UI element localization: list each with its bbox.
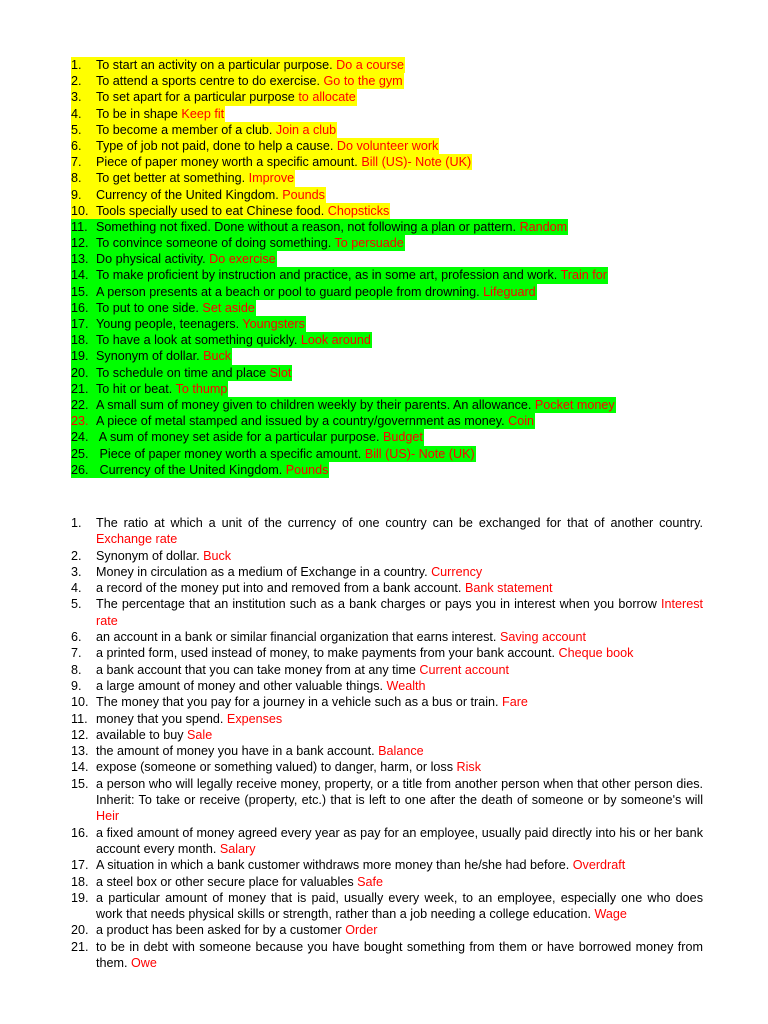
highlighted-line bbox=[71, 203, 390, 219]
highlighted-line bbox=[71, 89, 357, 105]
answer-term: Wage bbox=[594, 907, 627, 922]
answer-term: Saving account bbox=[499, 630, 587, 645]
list-item bbox=[71, 662, 703, 678]
list-item bbox=[71, 300, 711, 316]
vocabulary-list-2 bbox=[71, 515, 703, 971]
list-item bbox=[71, 348, 711, 364]
item-number: 21. bbox=[71, 939, 89, 954]
definition-paragraph bbox=[96, 711, 703, 727]
answer-term: Wealth bbox=[386, 678, 426, 693]
list-item bbox=[71, 89, 711, 105]
item-number: 1. bbox=[71, 58, 82, 72]
definition-paragraph bbox=[96, 890, 703, 923]
list-item bbox=[71, 397, 711, 413]
list-item bbox=[71, 759, 703, 775]
definition-text: To have a look at something quickly. bbox=[96, 333, 301, 348]
answer-term: Buck bbox=[203, 349, 232, 364]
item-number: 4. bbox=[71, 581, 82, 596]
item-number: 3. bbox=[71, 90, 82, 105]
highlighted-line bbox=[71, 446, 476, 462]
definition-text: a bank account that you can take money from at any time bbox=[96, 662, 420, 677]
answer-term: Random bbox=[519, 219, 568, 234]
list-item bbox=[71, 711, 703, 727]
answer-term: Balance bbox=[378, 744, 424, 759]
list-item bbox=[71, 922, 703, 938]
answer-term: Set aside bbox=[202, 300, 255, 315]
definition-paragraph bbox=[96, 596, 703, 629]
item-number: 14. bbox=[71, 760, 89, 775]
definition-text: To get better at something. bbox=[96, 171, 249, 186]
list-item bbox=[71, 548, 703, 564]
highlighted-line bbox=[71, 187, 326, 203]
answer-term: Order bbox=[345, 923, 378, 938]
definition-text: A piece of metal stamped and issued by a country/government as money. bbox=[96, 414, 509, 429]
item-number: 11. bbox=[71, 711, 88, 726]
definition-text: money that you spend. bbox=[96, 711, 227, 726]
list-item bbox=[71, 645, 703, 661]
list-item bbox=[71, 596, 703, 629]
definition-text: Type of job not paid, done to help a cause. bbox=[96, 138, 337, 153]
item-number: 2. bbox=[71, 74, 82, 89]
definition-text: A sum of money set aside for a particular purpose. bbox=[96, 430, 384, 445]
definition-paragraph bbox=[96, 743, 703, 759]
list-item bbox=[71, 825, 703, 858]
highlighted-line bbox=[71, 251, 277, 267]
list-item bbox=[71, 727, 703, 743]
vocabulary-list-1 bbox=[71, 57, 711, 478]
item-number: 8. bbox=[71, 171, 82, 186]
highlighted-line bbox=[71, 300, 256, 316]
answer-term: Coin bbox=[508, 414, 534, 429]
answer-term: Do exercise bbox=[209, 252, 276, 267]
item-number: 26. bbox=[71, 462, 89, 477]
answer-term: Heir bbox=[96, 809, 120, 824]
list-item bbox=[71, 122, 711, 138]
definition-text: The percentage that an institution such as a bank charges or pays you in interest when you borrow bbox=[96, 597, 661, 612]
list-item bbox=[71, 284, 711, 300]
list-item bbox=[71, 106, 711, 122]
answer-term: Train for bbox=[560, 268, 607, 283]
item-number: 20. bbox=[71, 923, 89, 938]
definition-text: To start an activity on a particular purpose. bbox=[96, 58, 337, 72]
highlighted-line bbox=[71, 348, 232, 364]
answer-term: Fare bbox=[502, 695, 528, 710]
item-number: 15. bbox=[71, 284, 89, 299]
list-item bbox=[71, 267, 711, 283]
definition-text: a large amount of money and other valuable things. bbox=[96, 678, 387, 693]
highlighted-line bbox=[71, 73, 404, 89]
item-number: 10. bbox=[71, 203, 89, 218]
highlighted-line bbox=[71, 413, 535, 429]
definition-paragraph bbox=[96, 776, 703, 825]
item-number: 9. bbox=[71, 678, 82, 693]
list-item bbox=[71, 874, 703, 890]
item-number: 11. bbox=[71, 219, 88, 234]
item-number: 16. bbox=[71, 300, 89, 315]
item-number: 18. bbox=[71, 874, 89, 889]
answer-term: Owe bbox=[131, 956, 157, 971]
answer-term: Go to the gym bbox=[323, 74, 403, 89]
answer-term: Pocket money bbox=[534, 397, 615, 412]
answer-term: Lifeguard bbox=[483, 284, 536, 299]
answer-term: Buck bbox=[203, 548, 232, 563]
item-number: 14. bbox=[71, 268, 89, 283]
item-number: 13. bbox=[71, 744, 89, 759]
answer-term: Current account bbox=[419, 662, 510, 677]
definition-paragraph bbox=[96, 548, 703, 564]
item-number: 19. bbox=[71, 890, 89, 905]
item-number: 9. bbox=[71, 187, 82, 202]
definition-text: To put to one side. bbox=[96, 300, 203, 315]
item-number: 5. bbox=[71, 122, 82, 137]
answer-term: Currency bbox=[431, 564, 483, 579]
answer-term: Budget bbox=[383, 430, 423, 445]
answer-term: Pounds bbox=[285, 462, 329, 477]
answer-term: Do volunteer work bbox=[336, 138, 439, 153]
definition-paragraph bbox=[96, 857, 703, 873]
highlighted-line bbox=[71, 170, 295, 186]
item-number: 5. bbox=[71, 597, 82, 612]
definition-paragraph bbox=[96, 678, 703, 694]
item-number: 17. bbox=[71, 858, 89, 873]
definition-text: a record of the money put into and removed from a bank account. bbox=[96, 581, 465, 596]
list-item bbox=[71, 694, 703, 710]
definition-text: The ratio at which a unit of the currency of one country can be exchanged for that of another country. bbox=[96, 516, 703, 530]
list-item bbox=[71, 776, 703, 825]
highlighted-line bbox=[71, 235, 405, 251]
list-item bbox=[71, 219, 711, 235]
definition-text: Currency of the United Kingdom. bbox=[96, 462, 286, 477]
definition-text: Do physical activity. bbox=[96, 252, 210, 267]
answer-term: Exchange rate bbox=[96, 532, 178, 547]
highlighted-line bbox=[71, 462, 329, 478]
definition-text: Something not fixed. Done without a reason, not following a plan or pattern. bbox=[96, 219, 520, 234]
definition-paragraph bbox=[96, 564, 703, 580]
highlighted-line bbox=[71, 122, 337, 138]
definition-text: To make proficient by instruction and practice, as in some art, profession and work. bbox=[96, 268, 561, 283]
answer-term: Pounds bbox=[282, 187, 325, 202]
item-number: 12. bbox=[71, 727, 89, 742]
list-item bbox=[71, 332, 711, 348]
highlighted-line bbox=[71, 138, 439, 154]
definition-paragraph bbox=[96, 629, 703, 645]
answer-term: Cheque book bbox=[558, 646, 634, 661]
definition-text: available to buy bbox=[96, 727, 188, 742]
answer-term: Keep fit bbox=[181, 106, 225, 121]
highlighted-line bbox=[71, 316, 306, 332]
list-item bbox=[71, 235, 711, 251]
definition-text: Money in circulation as a medium of Exchange in a country. bbox=[96, 564, 432, 579]
definition-paragraph bbox=[96, 727, 703, 743]
item-number: 3. bbox=[71, 564, 82, 579]
item-number: 2. bbox=[71, 548, 82, 563]
answer-term: Bank statement bbox=[464, 581, 553, 596]
highlighted-line bbox=[71, 284, 537, 300]
list-item bbox=[71, 564, 703, 580]
answer-term: Safe bbox=[357, 874, 384, 889]
definition-text: Currency of the United Kingdom. bbox=[96, 187, 283, 202]
definition-text: an account in a bank or similar financial organization that earns interest. bbox=[96, 630, 500, 645]
list-item bbox=[71, 154, 711, 170]
answer-term: Bill (US)- Note (UK) bbox=[361, 155, 472, 170]
list-item bbox=[71, 381, 711, 397]
definition-text: Piece of paper money worth a specific amount. bbox=[96, 446, 365, 461]
definition-text: Synonym of dollar. bbox=[96, 349, 204, 364]
item-number: 19. bbox=[71, 349, 89, 364]
highlighted-line bbox=[71, 365, 292, 381]
answer-term: To persuade bbox=[334, 236, 404, 251]
definition-paragraph bbox=[96, 939, 703, 972]
definition-text: A situation in which a bank customer withdraws more money than he/she had before. bbox=[96, 858, 573, 873]
item-number: 17. bbox=[71, 317, 89, 331]
highlighted-line bbox=[71, 267, 608, 283]
definition-text: a person who will legally receive money, property, or a title from another person when that other person dies. Inherit: To take or receive (property, etc.) that is left to one after the death of someone or by someone's will bbox=[96, 776, 703, 808]
highlighted-line bbox=[71, 332, 372, 348]
definition-paragraph bbox=[96, 515, 703, 548]
answer-term: Expenses bbox=[226, 711, 283, 726]
definition-text: To attend a sports centre to do exercise. bbox=[96, 74, 324, 89]
list-item bbox=[71, 316, 711, 332]
item-number: 21. bbox=[71, 381, 89, 396]
item-number: 22. bbox=[71, 397, 89, 412]
list-item bbox=[71, 413, 711, 429]
definition-text: A person presents at a beach or pool to guard people from drowning. bbox=[96, 284, 484, 299]
definition-text: To schedule on time and place bbox=[96, 365, 270, 380]
definition-text: The money that you pay for a journey in a vehicle such as a bus or train. bbox=[96, 695, 503, 710]
list-item bbox=[71, 187, 711, 203]
highlighted-line bbox=[71, 57, 405, 73]
item-number: 10. bbox=[71, 695, 89, 710]
list-item bbox=[71, 365, 711, 381]
answer-term: Do a course bbox=[336, 58, 405, 72]
answer-term: Join a club bbox=[275, 122, 337, 137]
definition-paragraph bbox=[96, 874, 703, 890]
definition-text: Tools specially used to eat Chinese food. bbox=[96, 203, 328, 218]
definition-text: a printed form, used instead of money, to make payments from your bank account. bbox=[96, 646, 559, 661]
definition-text: a product has been asked for by a customer bbox=[96, 923, 346, 938]
item-number: 18. bbox=[71, 333, 89, 348]
item-number: 12. bbox=[71, 236, 89, 251]
definition-text: Synonym of dollar. bbox=[96, 548, 204, 563]
item-number: 7. bbox=[71, 155, 82, 170]
answer-term: Interest rate bbox=[96, 597, 703, 628]
list-item bbox=[71, 939, 703, 972]
list-item bbox=[71, 138, 711, 154]
answer-term: Bill (US)- Note (UK) bbox=[364, 446, 475, 461]
definition-text: To convince someone of doing something. bbox=[96, 236, 335, 251]
list-item bbox=[71, 743, 703, 759]
definition-paragraph bbox=[96, 922, 703, 938]
definition-text: expose (someone or something valued) to danger, harm, or loss bbox=[96, 760, 457, 775]
list-item bbox=[71, 73, 711, 89]
definition-text: to be in debt with someone because you have bought something from them or have borrowed money from them. bbox=[96, 939, 703, 971]
item-number: 24. bbox=[71, 430, 89, 445]
highlighted-line bbox=[71, 106, 225, 122]
answer-term: Sale bbox=[187, 727, 213, 742]
definition-paragraph bbox=[96, 825, 703, 858]
definition-text: Piece of paper money worth a specific amount. bbox=[96, 155, 362, 170]
answer-term: Look around bbox=[300, 333, 371, 348]
definition-text: Young people, teenagers. bbox=[96, 317, 243, 331]
item-number: 8. bbox=[71, 662, 82, 677]
list-item bbox=[71, 57, 711, 73]
list-item bbox=[71, 857, 703, 873]
definition-paragraph bbox=[96, 759, 703, 775]
list-item bbox=[71, 629, 703, 645]
list-item bbox=[71, 429, 711, 445]
answer-term: Improve bbox=[248, 171, 295, 186]
answer-term: Salary bbox=[219, 841, 256, 856]
definition-text: To hit or beat. bbox=[96, 381, 176, 396]
highlighted-line bbox=[71, 397, 616, 413]
definition-text: A small sum of money given to children weekly by their parents. An allowance. bbox=[96, 397, 535, 412]
list-item bbox=[71, 678, 703, 694]
item-number: 6. bbox=[71, 630, 82, 645]
answer-term: Risk bbox=[456, 760, 482, 775]
list-item bbox=[71, 890, 703, 923]
item-number: 25. bbox=[71, 446, 89, 461]
item-number: 1. bbox=[71, 516, 82, 530]
definition-paragraph bbox=[96, 645, 703, 661]
definition-text: To set apart for a particular purpose bbox=[96, 90, 299, 105]
answer-term: to allocate bbox=[298, 90, 356, 105]
answer-term: Overdraft bbox=[572, 858, 626, 873]
definition-paragraph bbox=[96, 662, 703, 678]
answer-term: Chopsticks bbox=[327, 203, 390, 218]
list-item bbox=[71, 462, 711, 478]
item-number: 4. bbox=[71, 106, 82, 121]
item-number: 15. bbox=[71, 776, 89, 791]
definition-text: a fixed amount of money agreed every year as pay for an employee, usually paid directly into his or her bank account every month. bbox=[96, 825, 703, 856]
list-item bbox=[71, 170, 711, 186]
definition-text: To become a member of a club. bbox=[96, 122, 276, 137]
highlighted-line bbox=[71, 429, 424, 445]
definition-text: a particular amount of money that is paid, usually every week, to an employee, especially one who does work that needs physical skills or strength, rather than a job needing a college education. bbox=[96, 890, 703, 922]
item-number: 16. bbox=[71, 825, 89, 840]
item-number: 13. bbox=[71, 252, 89, 267]
definition-text: a steel box or other secure place for valuables bbox=[96, 874, 358, 889]
definition-paragraph bbox=[96, 580, 703, 596]
list-item bbox=[71, 251, 711, 267]
item-number: 23. bbox=[71, 414, 89, 429]
highlighted-line bbox=[71, 381, 228, 397]
list-item bbox=[71, 515, 703, 548]
item-number: 20. bbox=[71, 365, 89, 380]
item-number: 6. bbox=[71, 138, 82, 153]
highlighted-line bbox=[71, 219, 568, 235]
list-item bbox=[71, 580, 703, 596]
answer-term: To thump bbox=[175, 381, 228, 396]
answer-term: Youngsters bbox=[242, 317, 305, 331]
list-item bbox=[71, 446, 711, 462]
highlighted-line bbox=[71, 154, 472, 170]
definition-text: the amount of money you have in a bank account. bbox=[96, 744, 379, 759]
list-item bbox=[71, 203, 711, 219]
item-number: 7. bbox=[71, 646, 82, 661]
definition-text: To be in shape bbox=[96, 106, 182, 121]
answer-term: Slot bbox=[269, 365, 292, 380]
definition-paragraph bbox=[96, 694, 703, 710]
